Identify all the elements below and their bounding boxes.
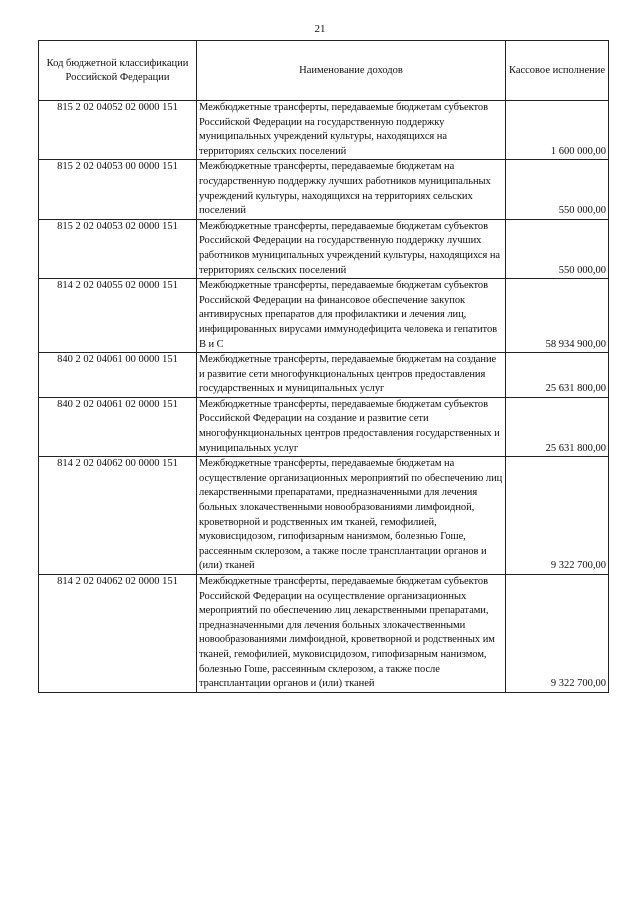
cell-name: Межбюджетные трансферты, передаваемые бюджетам субъектов Российской Федерации на государственную поддержку лучших работников муниципальных учреждений культуры, находящихся на территориях сельских поселений: [197, 219, 506, 278]
cell-amount: 9 322 700,00: [506, 457, 609, 575]
table-row: [39, 160, 609, 219]
table-row: [39, 219, 609, 278]
cell-code: 814 2 02 04062 00 0000 151: [39, 457, 197, 575]
table-body: [39, 101, 609, 693]
cell-amount: 25 631 800,00: [506, 353, 609, 398]
cell-amount: 9 322 700,00: [506, 575, 609, 693]
cell-amount: 550 000,00: [506, 219, 609, 278]
page-number: 21: [314, 23, 326, 35]
header-amount: Кассовое исполнение: [506, 41, 609, 101]
cell-name: Межбюджетные трансферты, передаваемые бюджетам субъектов Российской Федерации на осуществление организационных мероприятий по обеспечению лиц лекарственными препаратами, предназначенными для лечения больных злокачественными новообразованиями лимфоидной, кроветворной и родственных им тканей, гемофилией, муковисцидозом, гипофизарным нанизмом, болезнью Гоше, рассеянным склерозом, а также после трансплантации органов и (или) тканей: [197, 575, 506, 693]
cell-code: 815 2 02 04053 02 0000 151: [39, 219, 197, 278]
revenue-table: [38, 40, 609, 693]
cell-amount: 1 600 000,00: [506, 101, 609, 160]
cell-amount: 550 000,00: [506, 160, 609, 219]
cell-code: 840 2 02 04061 02 0000 151: [39, 397, 197, 456]
cell-code: 814 2 02 04055 02 0000 151: [39, 279, 197, 353]
cell-name: Межбюджетные трансферты, передаваемые бюджетам на осуществление организационных мероприятий по обеспечению лиц лекарственными препаратами, предназначенными для лечения больных злокачественными новообразованиями лимфоидной, кроветворной и родственных им тканей, гемофилией, муковисцидозом, гипофизарным нанизмом, болезнью Гоше, рассеянным склерозом, а также после трансплантации органов и (или) тканей: [197, 457, 506, 575]
cell-name: Межбюджетные трансферты, передаваемые бюджетам субъектов Российской Федерации на создание и развитие сети многофункциональных центров предоставления государственных и муниципальных услуг: [197, 397, 506, 456]
cell-name: Межбюджетные трансферты, передаваемые бюджетам на государственную поддержку лучших работников муниципальных учреждений культуры, находящихся на территориях сельских поселений: [197, 160, 506, 219]
cell-amount: 25 631 800,00: [506, 397, 609, 456]
header-code: Код бюджетной классификации Российской Федерации: [39, 41, 197, 101]
cell-code: 840 2 02 04061 00 0000 151: [39, 353, 197, 398]
table-row: [39, 279, 609, 353]
header-row: [39, 41, 609, 101]
cell-code: 815 2 02 04052 02 0000 151: [39, 101, 197, 160]
cell-name: Межбюджетные трансферты, передаваемые бюджетам на создание и развитие сети многофункциональных центров предоставления государственных и муниципальных услуг: [197, 353, 506, 398]
table-row: [39, 575, 609, 693]
table-row: [39, 353, 609, 398]
table-row: [39, 457, 609, 575]
table-row: [39, 397, 609, 456]
table-row: [39, 101, 609, 160]
cell-name: Межбюджетные трансферты, передаваемые бюджетам субъектов Российской Федерации на финансовое обеспечение закупок антивирусных препаратов для профилактики и лечения лиц, инфицированных вирусами иммунодефицита человека и гепатитов В и С: [197, 279, 506, 353]
header-name: Наименование доходов: [197, 41, 506, 101]
table-header: [39, 41, 609, 101]
cell-name: Межбюджетные трансферты, передаваемые бюджетам субъектов Российской Федерации на государственную поддержку муниципальных учреждений культуры, находящихся на территориях сельских поселений: [197, 101, 506, 160]
cell-amount: 58 934 900,00: [506, 279, 609, 353]
cell-code: 815 2 02 04053 00 0000 151: [39, 160, 197, 219]
cell-code: 814 2 02 04062 02 0000 151: [39, 575, 197, 693]
